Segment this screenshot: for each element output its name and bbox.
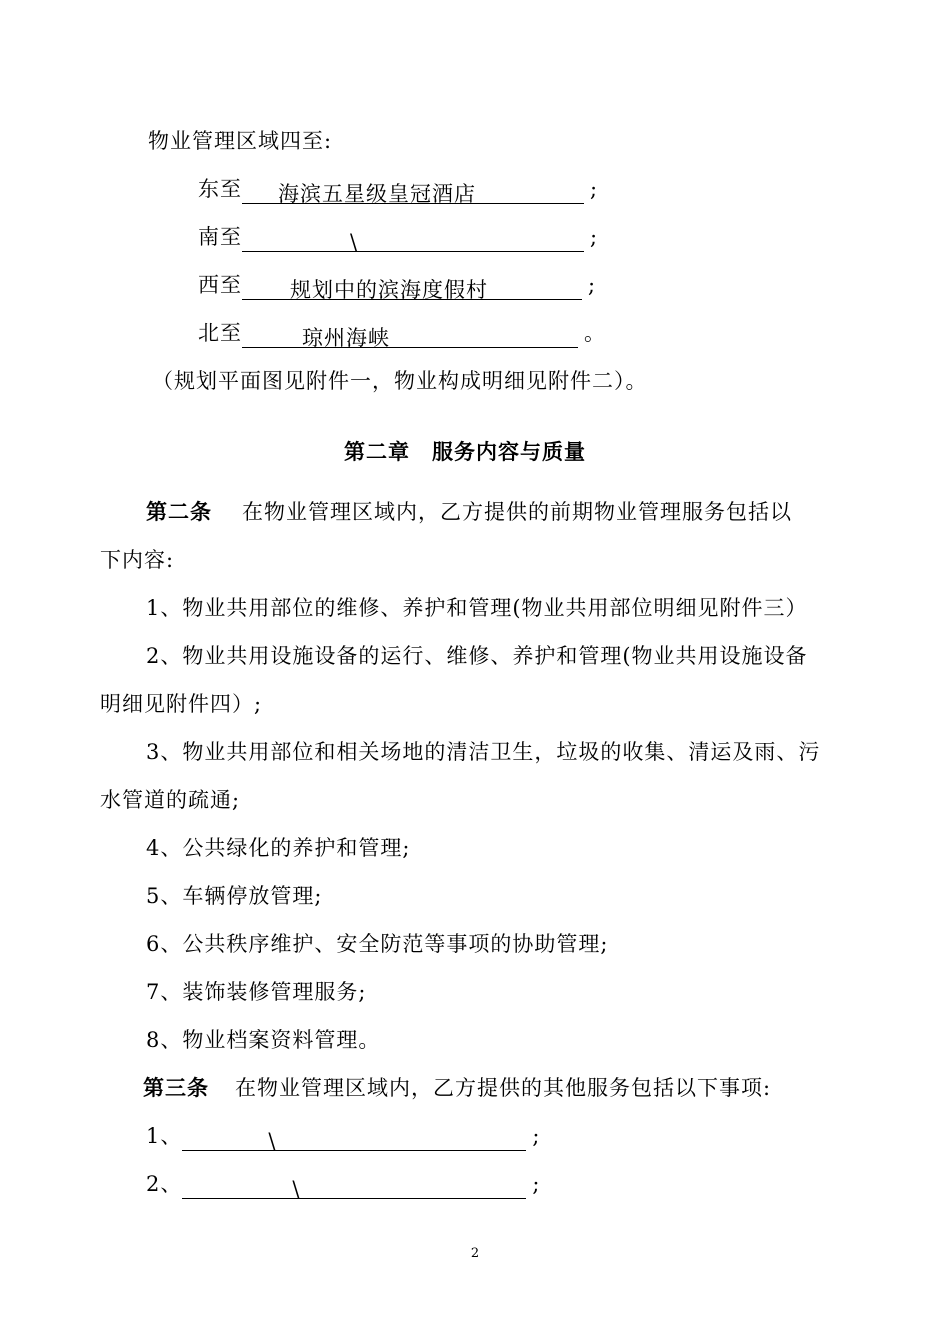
article2-label: 第二条 <box>146 500 212 524</box>
article3-item1 <box>146 1121 540 1151</box>
article3-label: 第三条 <box>143 1076 209 1100</box>
chapter-title: 第二章 服务内容与质量 <box>344 440 586 464</box>
article2-item4: 4、公共绿化的养护和管理; <box>146 836 411 860</box>
south-blank <box>242 227 584 252</box>
region-title: 物业管理区域四至: <box>148 129 333 153</box>
east-semicolon: ; <box>590 177 599 201</box>
north-value: 琼州海峡 <box>302 326 390 350</box>
north-period: 。 <box>584 321 606 345</box>
article2-item7: 7、装饰装修管理服务; <box>146 980 367 1004</box>
article3-item2-num: 2、 <box>146 1172 183 1196</box>
south-value: \ <box>350 230 359 254</box>
west-boundary <box>198 270 596 300</box>
south-label: 南至 <box>198 225 242 249</box>
article2-item2-cont: 明细见附件四）; <box>100 692 263 716</box>
north-blank <box>242 323 578 348</box>
south-semicolon: ; <box>590 225 599 249</box>
article2-text-line1: 在物业管理区域内，乙方提供的前期物业管理服务包括以 <box>242 500 792 524</box>
east-label: 东至 <box>198 177 242 201</box>
article3-text: 在物业管理区域内，乙方提供的其他服务包括以下事项: <box>235 1076 772 1100</box>
region-note: （规划平面图见附件一，物业构成明细见附件二）。 <box>152 369 648 393</box>
article2-item3-cont: 水管道的疏通; <box>100 788 241 812</box>
article2-item2: 2、物业共用设施设备的运行、维修、养护和管理(物业共用设施设备 <box>146 644 808 668</box>
west-blank <box>242 275 582 300</box>
article2-text-line2: 下内容: <box>100 548 175 572</box>
article3-line <box>143 1073 771 1103</box>
south-boundary <box>198 222 598 252</box>
article2-item3: 3、物业共用部位和相关场地的清洁卫生，垃圾的收集、清运及雨、污 <box>146 740 821 764</box>
article2-item5: 5、车辆停放管理; <box>146 884 323 908</box>
article2-line1 <box>146 497 792 527</box>
article3-item2-semicolon: ; <box>532 1172 541 1196</box>
west-semicolon: ; <box>588 273 597 297</box>
article3-item2-value: \ <box>292 1177 301 1201</box>
article3-item1-semicolon: ; <box>532 1124 541 1148</box>
west-label: 西至 <box>198 273 242 297</box>
north-boundary <box>198 318 606 348</box>
article2-item6: 6、公共秩序维护、安全防范等事项的协助管理; <box>146 932 609 956</box>
article3-item2-blank <box>182 1174 526 1199</box>
article3-item2 <box>146 1169 540 1199</box>
north-label: 北至 <box>198 321 242 345</box>
article2-item1: 1、物业共用部位的维修、养护和管理(物业共用部位明细见附件三） <box>146 596 808 620</box>
east-value: 海滨五星级皇冠酒店 <box>278 182 476 206</box>
west-value: 规划中的滨海度假村 <box>290 278 488 302</box>
east-boundary <box>198 174 598 204</box>
article3-item1-value: \ <box>268 1129 277 1153</box>
article2-item8: 8、物业档案资料管理。 <box>146 1028 381 1052</box>
east-blank <box>242 179 584 204</box>
article3-item1-num: 1、 <box>146 1124 183 1148</box>
page-number: 2 <box>470 1246 480 1261</box>
article3-item1-blank <box>182 1126 526 1151</box>
